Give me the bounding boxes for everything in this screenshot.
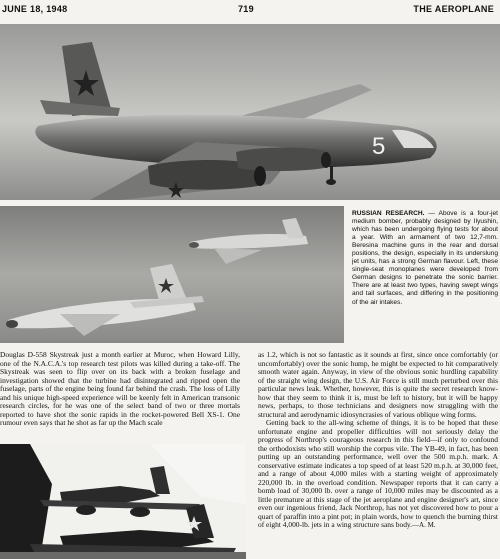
- body-paragraph: Getting back to the all-wing scheme of things, it is to be hoped that these unfortunate engine and propeller difficulties will not seriously delay the progress of Northrop's courageous research in this field—if only to confound the orthodoxists who still worship the corpus vile. The YB-49, in fact, has been putting up an outstanding performance, well over the 500 m.p.h. mark. A conservative estimate indicates a top speed of at least 520 m.p.h. at 30,000 feet, and a range of about 4,000 miles with a starting weight of approximately 220,000 lb. in the overload condition. Newspaper reports that it can carry a bomb load of 30,000 lb. over a range of 10,000 miles may be discounted as a little premature at this stage of the jet aeroplane and engine designer's art, since even our ingenious friend, Jack Northrop, has not yet discovered how to pour a quart of paraffin into a pint pot; in plain words, how to quench the burning thirst of eight 4,000-lb. jets in a wing structure sans body.—A. M.: [258, 418, 498, 529]
- page-number: 719: [238, 4, 254, 14]
- photo-caption: [352, 210, 498, 346]
- swept-wing-monoplanes-photo: [0, 206, 344, 343]
- fuselage-number: 5: [372, 133, 386, 160]
- page-header: [2, 4, 498, 18]
- journal-title: THE AEROPLANE: [413, 4, 494, 14]
- author-signature: —A. M.: [412, 521, 436, 529]
- body-paragraph: as 1.2, which is not so fantastic as it sounds at first, since once comfortably (or uncomfortably) over the sonic hump, he might be expected to hit comparatively smooth water again. Anyway, in view of the obvious sonic hurdling capability of the straight wing design, the U.S. Air Force is still much perturbed over this particular news leak. Whether, however, this is quite the secret research know-how that they seem to think it is, must be left to history, but it will be happy news, perhaps, to those technicians and designers now struggling with the structural and aerodynamic idiosyncrasies of various oblique wing forms.: [258, 351, 498, 419]
- right-column: [258, 351, 498, 559]
- issue-date: JUNE 18, 1948: [2, 4, 68, 14]
- caption-text: — Above is a four-jet medium bomber, probably designed by Ilyushin, which has been undergoing flying tests for about a year. With an armament of two 12,7-mm. Beresina machine guns in the rear and dorsal positions, the design, especially in its underslung jet units, has a strong German flavour. Left, these single-seat monoplanes were developed from German designs to penetrate the sonic barrier. There are at least two types, having swept wings and tail surfaces, and differing in the positioning of the air intakes.: [352, 210, 498, 306]
- bomber-photo: [0, 24, 500, 200]
- left-column-text: Douglas D-558 Skystreak just a month earlier at Muroc, when Howard Lilly, one of the N.A.C.A.'s top research test pilots was killed during a take-off. The Skystreak was seen to flip over on its back with a broken fuselage and investigation showed that the turbine had disintegrated and ripped open the fuselage, parts of the engine being found far behind the crash. The loss of Lilly and his unique high-speed experience will be keenly felt in American transonic research circles, for he was one of the select band of two or three mortals reported to have shot the sonic rapids in the rocket-powered Bell XS-1. One rumour even says that he shot as far up the Mach scale: [0, 351, 240, 427]
- caption-heading: RUSSIAN RESEARCH.: [352, 210, 425, 217]
- airfield-bombers-photo: [0, 444, 246, 559]
